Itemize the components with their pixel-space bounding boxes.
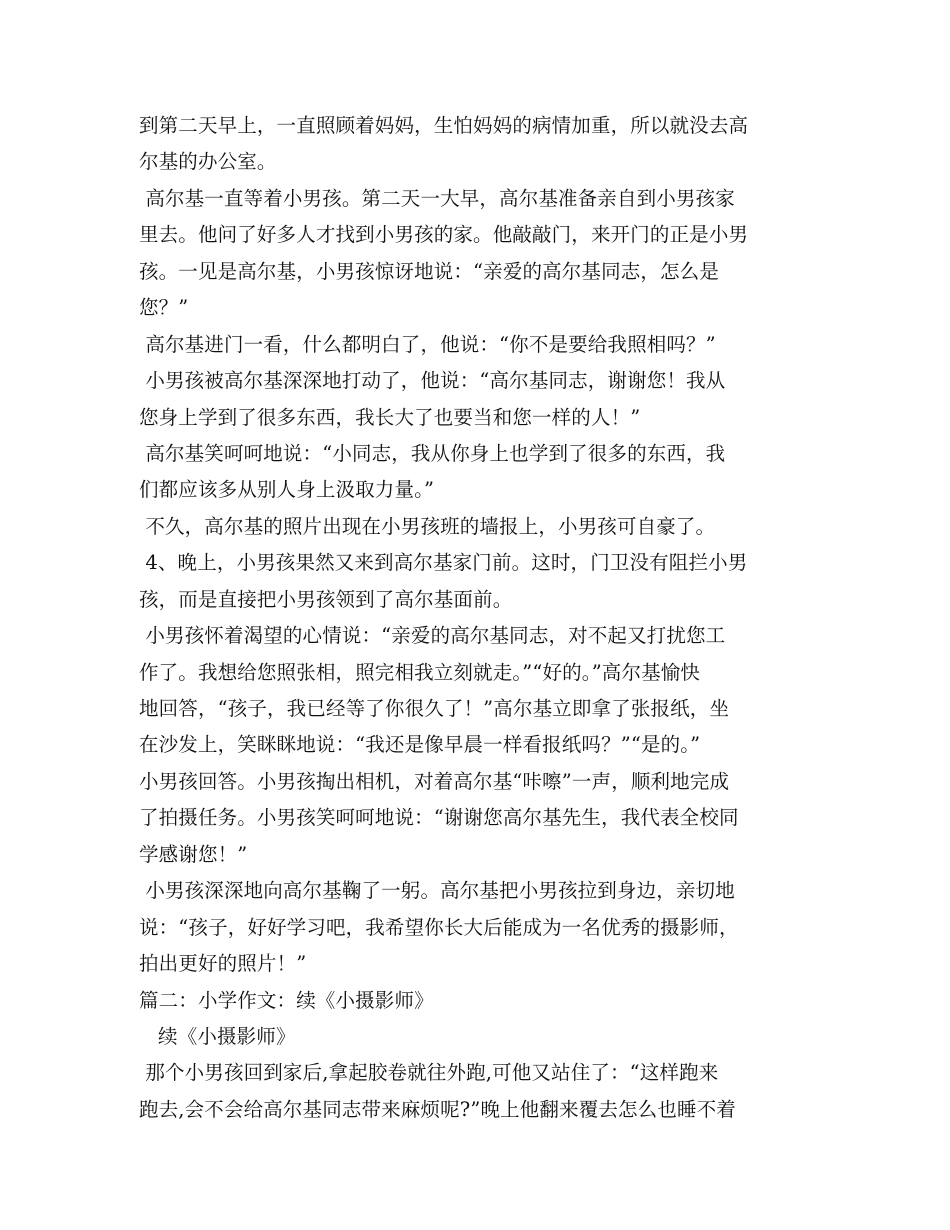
text-line: 高尔基一直等着小男孩。第二天一大早，高尔基准备亲自到小男孩家	[139, 186, 735, 210]
text-line: 到第二天早上，一直照顾着妈妈，生怕妈妈的病情加重，所以就没去高	[139, 114, 749, 137]
text-line: 孩，而是直接把小男孩领到了高尔基面前。	[139, 587, 513, 611]
text-line: 高尔基进门一看，什么都明白了，他说：“你不是要给我照相吗？”	[139, 332, 716, 356]
text-line: 续《小摄影师》	[139, 1024, 296, 1048]
text-line: 小男孩深深地向高尔基鞠了一躬。高尔基把小男孩拉到身边，亲切地	[139, 879, 735, 903]
text-line: 尔基的办公室。	[139, 150, 277, 174]
text-line: 们都应该多从别人身上汲取力量。”	[139, 478, 435, 502]
text-line: 里去。他问了好多人才找到小男孩的家。他敲敲门，来开门的正是小男	[139, 223, 749, 247]
text-line: 了拍摄任务。小男孩笑呵呵地说：“谢谢您高尔基先生，我代表全校同	[139, 806, 739, 830]
text-line: 作了。我想给您照张相，照完相我立刻就走。”“好的。”高尔基愉快	[139, 660, 701, 684]
text-line: 在沙发上，笑眯眯地说：“我还是像早晨一样看报纸吗？”“是的。”	[139, 733, 701, 757]
text-line: 小男孩回答。小男孩掏出相机，对着高尔基“咔嚓”一声，顺利地完成	[139, 769, 730, 793]
text-line: 孩。一见是高尔基，小男孩惊讶地说：“亲爱的高尔基同志，怎么是	[139, 259, 719, 283]
text-line: 学感谢您！”	[139, 842, 248, 866]
text-line: 说：“孩子，好好学习吧，我希望你长大后能成为一名优秀的摄影师，	[139, 915, 739, 939]
text-line: 不久，高尔基的照片出现在小男孩班的墙报上，小男孩可自豪了。	[139, 514, 716, 538]
text-line: 您？”	[139, 296, 189, 320]
text-line: 4、晚上，小男孩果然又来到高尔基家门前。这时，门卫没有阻拦小男	[139, 551, 748, 575]
text-line: 您身上学到了很多东西，我长大了也要当和您一样的人！”	[139, 405, 641, 429]
text-line: 跑去,会不会给高尔基同志带来麻烦呢?”晚上他翻来覆去怎么也睡不着	[139, 1097, 736, 1121]
text-line: 小男孩怀着渴望的心情说：“亲爱的高尔基同志，对不起又打扰您工	[139, 624, 726, 648]
text-line: 那个小男孩回到家后,拿起胶卷就往外跑,可他又站住了：“这样跑来	[139, 1061, 719, 1085]
text-block	[139, 108, 829, 1128]
text-line: 高尔基笑呵呵地说：“小同志，我从你身上也学到了很多的东西，我	[139, 441, 726, 465]
text-line: 拍出更好的照片！”	[139, 952, 307, 976]
text-line: 篇二：小学作文：续《小摄影师》	[139, 988, 434, 1012]
text-line: 小男孩被高尔基深深地打动了，他说：“高尔基同志，谢谢您！我从	[139, 369, 726, 393]
text-line: 地回答，“孩子，我已经等了你很久了！”高尔基立即拿了张报纸，坐	[139, 697, 730, 720]
